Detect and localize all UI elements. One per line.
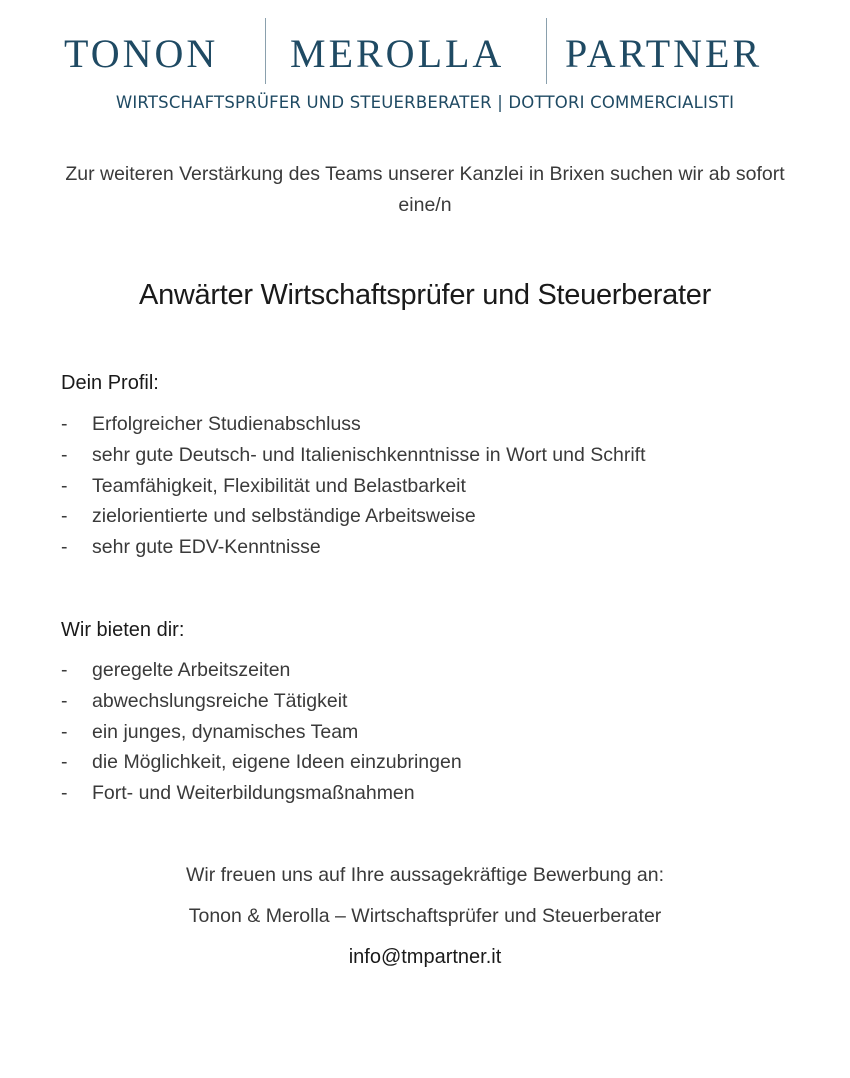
list-dash: - bbox=[61, 689, 68, 712]
logo-word-tonon: TONON bbox=[64, 31, 219, 76]
list-item bbox=[61, 717, 462, 748]
list-dash: - bbox=[61, 751, 68, 774]
list-item bbox=[61, 778, 462, 809]
list-item bbox=[61, 747, 462, 778]
list-item bbox=[61, 501, 646, 532]
job-title: Anwärter Wirtschaftsprüfer und Steuerberater bbox=[139, 279, 711, 311]
logo-divider bbox=[546, 18, 547, 84]
list-item-text: sehr gute Deutsch- und Italienischkenntnisse in Wort und Schrift bbox=[92, 443, 646, 466]
logo-word-partner: PARTNER bbox=[565, 31, 763, 76]
list-item-text: Teamfähigkeit, Flexibilität und Belastbarkeit bbox=[92, 474, 466, 497]
list-item-text: zielorientierte und selbständige Arbeitsweise bbox=[92, 505, 476, 528]
list-item bbox=[61, 655, 462, 686]
list-dash: - bbox=[61, 505, 68, 528]
list-item-text: Fort- und Weiterbildungsmaßnahmen bbox=[92, 782, 415, 805]
list-item bbox=[61, 532, 646, 563]
profile-heading: Dein Profil: bbox=[61, 372, 159, 394]
closing-line: Wir freuen uns auf Ihre aussagekräftige Bewerbung an: bbox=[185, 864, 665, 886]
list-item-text: die Möglichkeit, eigene Ideen einzubringen bbox=[92, 751, 462, 774]
list-item bbox=[61, 471, 646, 502]
list-item-text: ein junges, dynamisches Team bbox=[92, 720, 359, 743]
list-item-text: geregelte Arbeitszeiten bbox=[92, 659, 291, 681]
contact-email-container bbox=[0, 942, 850, 972]
list-item bbox=[61, 686, 462, 717]
list-item-text: Erfolgreicher Studienabschluss bbox=[92, 413, 361, 435]
list-item bbox=[61, 440, 646, 471]
profile-list bbox=[61, 409, 646, 563]
offer-list bbox=[61, 655, 462, 809]
list-dash: - bbox=[61, 536, 68, 559]
offer-heading: Wir bieten dir: bbox=[61, 619, 185, 641]
closing-company: Tonon & Merolla – Wirtschaftsprüfer und Steuerberater bbox=[188, 905, 662, 927]
logo-subtitle: WIRTSCHAFTSPRÜFER UND STEUERBERATER | DOTTORI COMMERCIALISTI bbox=[115, 93, 735, 112]
list-item-text: sehr gute EDV-Kenntnisse bbox=[92, 536, 321, 559]
list-item bbox=[61, 409, 646, 440]
logo-divider bbox=[265, 18, 266, 84]
list-dash: - bbox=[61, 720, 68, 743]
intro-text: Zur weiteren Verstärkung des Teams unserer Kanzlei in Brixen suchen wir ab sofort eine/n bbox=[65, 163, 785, 216]
contact-email-link[interactable]: info@tmpartner.it bbox=[348, 946, 502, 968]
list-dash: - bbox=[61, 782, 68, 805]
logo-word-merolla: MEROLLA bbox=[290, 31, 505, 76]
list-dash: - bbox=[61, 413, 68, 435]
company-logo bbox=[0, 18, 850, 88]
list-dash: - bbox=[61, 474, 68, 497]
list-dash: - bbox=[61, 443, 68, 466]
list-dash: - bbox=[61, 659, 68, 681]
list-item-text: abwechslungsreiche Tätigkeit bbox=[92, 689, 348, 712]
